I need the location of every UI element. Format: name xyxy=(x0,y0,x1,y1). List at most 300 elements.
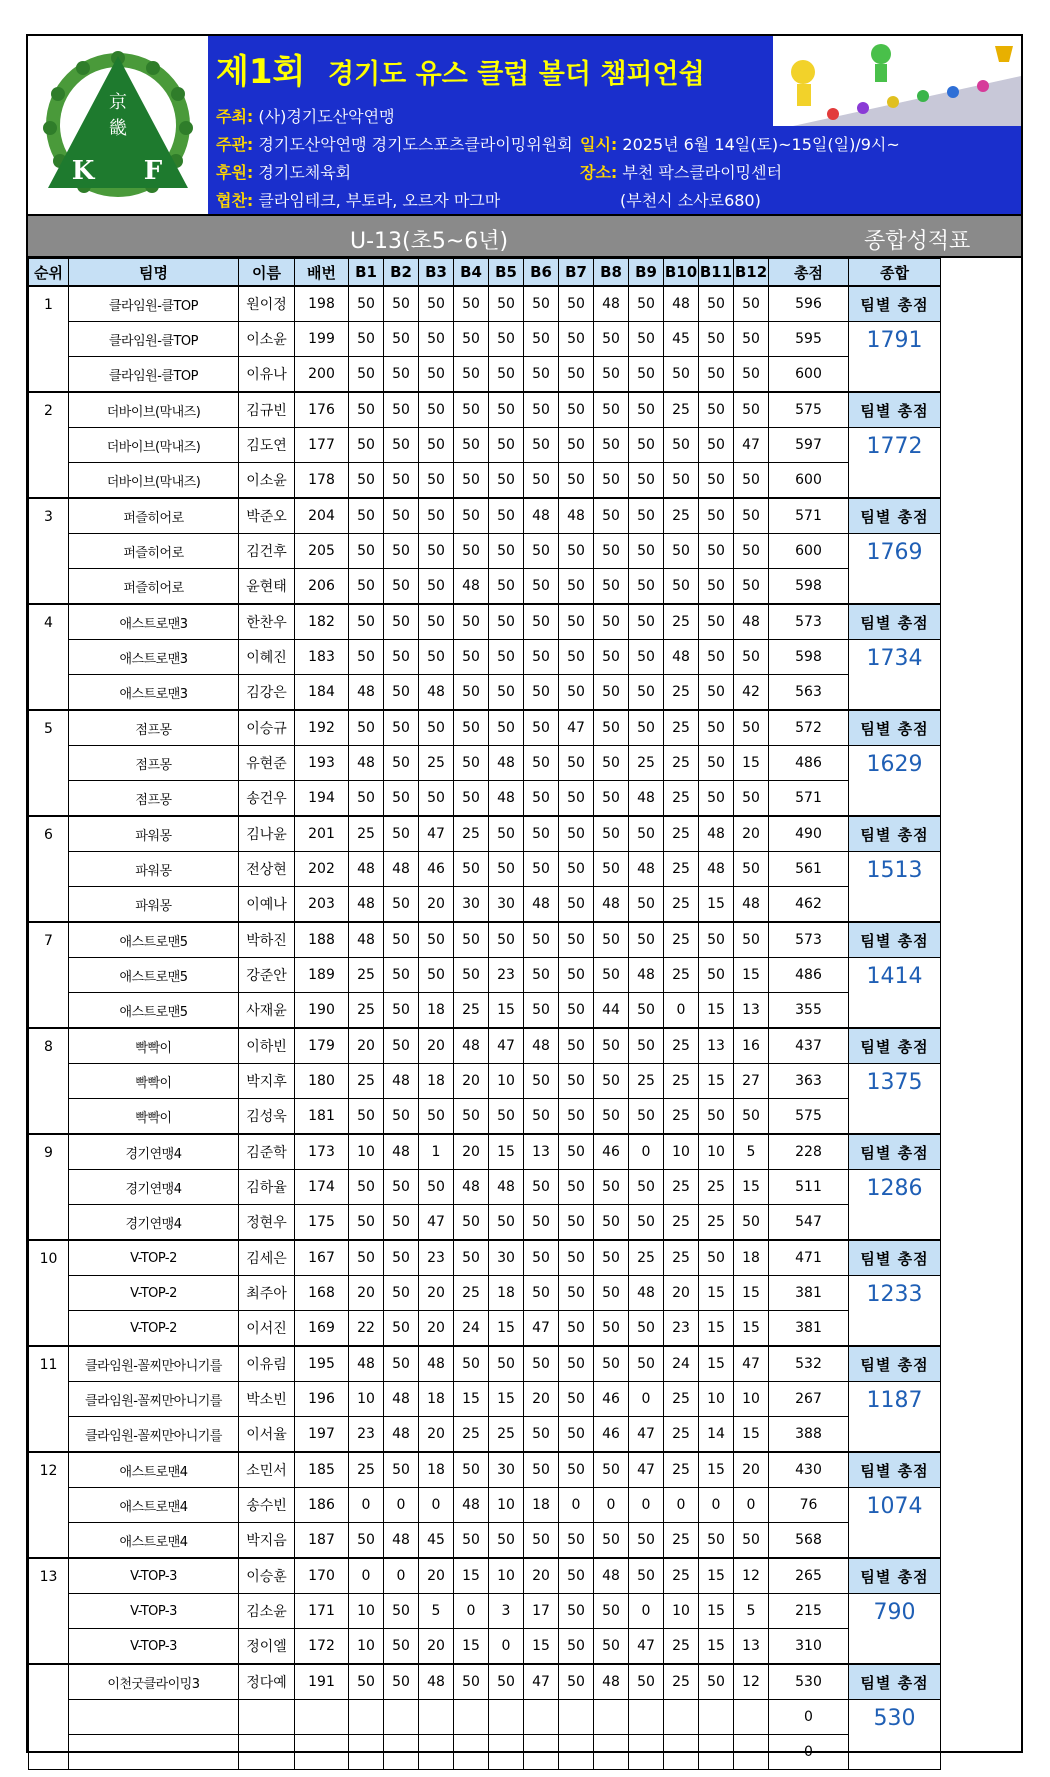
team-cell: 점프몽 xyxy=(69,710,239,746)
team-total-label: 팀별 총점 xyxy=(849,392,941,428)
score-cell: 50 xyxy=(489,357,524,393)
score-cell: 48 xyxy=(349,887,384,923)
team-cell: 클라임원-꼴찌만아니기를 xyxy=(69,1382,239,1417)
score-cell: 50 xyxy=(489,1205,524,1241)
team-total-label: 팀별 총점 xyxy=(849,1240,941,1276)
table-row xyxy=(29,1417,941,1453)
team-cell: 더바이브(막내즈) xyxy=(69,392,239,428)
score-cell: 50 xyxy=(699,604,734,640)
total-cell: 573 xyxy=(769,604,849,640)
table-row xyxy=(29,534,941,569)
table-row xyxy=(29,1594,941,1629)
score-cell: 20 xyxy=(419,887,454,923)
team-total-label: 팀별 총점 xyxy=(849,816,941,852)
bib-cell: 175 xyxy=(295,1205,349,1241)
rank-cell: 5 xyxy=(29,710,69,816)
score-cell: 47 xyxy=(734,428,769,463)
total-cell: 267 xyxy=(769,1382,849,1417)
score-cell: 50 xyxy=(699,922,734,958)
bib-cell: 195 xyxy=(295,1346,349,1382)
score-cell: 47 xyxy=(489,1028,524,1064)
score-cell: 50 xyxy=(419,322,454,357)
rank-cell: 12 xyxy=(29,1452,69,1558)
score-cell: 50 xyxy=(454,852,489,887)
total-cell: 437 xyxy=(769,1028,849,1064)
bib-cell: 184 xyxy=(295,675,349,711)
total-cell: 597 xyxy=(769,428,849,463)
results-sheet xyxy=(26,34,1023,1760)
team-total-value: 1769 xyxy=(849,534,941,605)
score-cell: 15 xyxy=(699,887,734,923)
score-cell: 15 xyxy=(699,1452,734,1488)
table-row xyxy=(29,322,941,357)
name-cell: 박지음 xyxy=(239,1523,295,1559)
score-cell: 48 xyxy=(454,1028,489,1064)
score-cell: 50 xyxy=(419,1170,454,1205)
organizer-label: 주관: xyxy=(216,135,254,154)
score-cell: 48 xyxy=(489,781,524,817)
score-cell: 50 xyxy=(629,322,664,357)
score-cell: 50 xyxy=(699,675,734,711)
laurel-logo-icon xyxy=(28,36,208,214)
score-cell: 25 xyxy=(664,1417,699,1453)
score-cell: 25 xyxy=(454,1417,489,1453)
score-cell: 47 xyxy=(629,1417,664,1453)
score-cell: 50 xyxy=(454,1452,489,1488)
column-header: 종합 xyxy=(849,259,941,287)
score-cell: 48 xyxy=(734,604,769,640)
score-cell: 50 xyxy=(629,710,664,746)
bib-cell: 172 xyxy=(295,1629,349,1665)
score-cell: 50 xyxy=(349,1099,384,1135)
score-cell: 23 xyxy=(489,958,524,993)
team-cell: 클라임원-클TOP xyxy=(69,322,239,357)
score-cell: 50 xyxy=(454,357,489,393)
table-row xyxy=(29,852,941,887)
support-line xyxy=(216,188,500,211)
score-cell: 50 xyxy=(629,1170,664,1205)
score-cell: 50 xyxy=(734,534,769,569)
name-cell: 김나윤 xyxy=(239,816,295,852)
score-cell: 50 xyxy=(419,569,454,605)
score-cell: 50 xyxy=(559,1311,594,1347)
bib-cell: 173 xyxy=(295,1134,349,1170)
column-header: B1 xyxy=(349,259,384,287)
score-cell: 50 xyxy=(489,498,524,534)
score-cell: 50 xyxy=(349,357,384,393)
score-cell: 47 xyxy=(629,1452,664,1488)
bib-cell: 170 xyxy=(295,1558,349,1594)
score-cell: 25 xyxy=(664,1170,699,1205)
score-cell: 50 xyxy=(559,1523,594,1559)
score-cell: 50 xyxy=(594,1346,629,1382)
table-row xyxy=(29,604,941,640)
score-cell: 50 xyxy=(349,640,384,675)
score-cell: 50 xyxy=(419,498,454,534)
total-cell: 532 xyxy=(769,1346,849,1382)
name-cell: 이하빈 xyxy=(239,1028,295,1064)
score-cell: 47 xyxy=(524,1664,559,1700)
score-cell: 48 xyxy=(454,569,489,605)
name-cell: 김하율 xyxy=(239,1170,295,1205)
score-cell: 50 xyxy=(629,1558,664,1594)
score-cell: 50 xyxy=(349,392,384,428)
score-cell: 50 xyxy=(489,1664,524,1700)
score-cell: 50 xyxy=(524,1523,559,1559)
score-cell: 0 xyxy=(629,1382,664,1417)
total-cell: 381 xyxy=(769,1276,849,1311)
score-cell: 50 xyxy=(559,1558,594,1594)
score-cell: 50 xyxy=(699,1523,734,1559)
bib-cell xyxy=(295,1735,349,1770)
team-cell: 퍼즐히어로 xyxy=(69,569,239,605)
score-cell: 50 xyxy=(559,640,594,675)
score-cell: 30 xyxy=(454,887,489,923)
score-cell xyxy=(489,1735,524,1770)
score-cell: 50 xyxy=(699,1099,734,1135)
score-cell: 50 xyxy=(349,322,384,357)
score-cell: 45 xyxy=(664,322,699,357)
score-cell: 5 xyxy=(734,1134,769,1170)
score-cell: 50 xyxy=(524,746,559,781)
score-cell: 48 xyxy=(594,887,629,923)
score-cell: 48 xyxy=(349,1346,384,1382)
team-total-value: 1734 xyxy=(849,640,941,711)
name-cell: 이유나 xyxy=(239,357,295,393)
score-cell: 50 xyxy=(559,1629,594,1665)
score-cell: 10 xyxy=(489,1064,524,1099)
score-cell: 25 xyxy=(664,1664,699,1700)
score-cell: 48 xyxy=(734,887,769,923)
score-cell: 50 xyxy=(489,816,524,852)
table-row xyxy=(29,1523,941,1559)
score-cell: 50 xyxy=(559,1346,594,1382)
bib-cell: 205 xyxy=(295,534,349,569)
host-value: (사)경기도산악연맹 xyxy=(258,107,395,126)
total-cell: 0 xyxy=(769,1700,849,1735)
score-cell: 50 xyxy=(384,1664,419,1700)
score-cell: 50 xyxy=(349,1205,384,1241)
score-cell: 16 xyxy=(734,1028,769,1064)
score-cell: 50 xyxy=(489,463,524,499)
score-cell: 25 xyxy=(664,852,699,887)
score-cell: 50 xyxy=(699,463,734,499)
bib-cell: 178 xyxy=(295,463,349,499)
bib-cell: 201 xyxy=(295,816,349,852)
team-cell: 경기연맹4 xyxy=(69,1205,239,1241)
score-cell: 50 xyxy=(559,816,594,852)
score-cell: 50 xyxy=(489,569,524,605)
score-cell: 45 xyxy=(419,1523,454,1559)
name-cell: 김강은 xyxy=(239,675,295,711)
score-cell: 48 xyxy=(384,1064,419,1099)
score-cell: 50 xyxy=(384,993,419,1029)
bib-cell: 185 xyxy=(295,1452,349,1488)
bib-cell: 197 xyxy=(295,1417,349,1453)
team-cell: 애스트로맨3 xyxy=(69,640,239,675)
score-cell: 50 xyxy=(419,922,454,958)
name-cell: 강준안 xyxy=(239,958,295,993)
team-total-value: 1375 xyxy=(849,1064,941,1135)
score-cell: 50 xyxy=(559,887,594,923)
score-cell: 25 xyxy=(349,958,384,993)
score-cell: 15 xyxy=(734,958,769,993)
bib-cell: 179 xyxy=(295,1028,349,1064)
table-row xyxy=(29,781,941,817)
score-cell: 50 xyxy=(454,640,489,675)
team-total-value: 1074 xyxy=(849,1488,941,1559)
score-cell: 50 xyxy=(384,463,419,499)
score-cell: 50 xyxy=(629,1311,664,1347)
score-cell: 10 xyxy=(664,1594,699,1629)
team-total-value: 1414 xyxy=(849,958,941,1029)
score-cell: 50 xyxy=(594,604,629,640)
table-row xyxy=(29,463,941,499)
score-cell: 50 xyxy=(349,463,384,499)
score-cell xyxy=(699,1735,734,1770)
team-total-label: 팀별 총점 xyxy=(849,604,941,640)
score-cell: 50 xyxy=(699,781,734,817)
table-row xyxy=(29,1311,941,1347)
total-cell: 388 xyxy=(769,1417,849,1453)
score-cell: 50 xyxy=(384,1276,419,1311)
score-cell: 50 xyxy=(489,1523,524,1559)
event-title: 경기도 유스 클럽 볼더 챔피언쉽 xyxy=(328,59,705,90)
score-cell xyxy=(454,1700,489,1735)
score-cell: 20 xyxy=(524,1558,559,1594)
score-cell: 50 xyxy=(629,392,664,428)
total-cell: 595 xyxy=(769,322,849,357)
score-cell: 50 xyxy=(349,569,384,605)
score-cell: 50 xyxy=(384,675,419,711)
rank-cell: 3 xyxy=(29,498,69,604)
bib-cell: 167 xyxy=(295,1240,349,1276)
score-cell: 48 xyxy=(454,1488,489,1523)
score-cell: 10 xyxy=(349,1382,384,1417)
division-band xyxy=(28,214,1021,258)
score-cell: 50 xyxy=(559,1099,594,1135)
total-cell: 363 xyxy=(769,1064,849,1099)
table-row xyxy=(29,428,941,463)
score-cell: 0 xyxy=(489,1629,524,1665)
score-cell: 50 xyxy=(559,1170,594,1205)
column-header: 이름 xyxy=(239,259,295,287)
score-cell: 15 xyxy=(454,1382,489,1417)
team-total-value: 1513 xyxy=(849,852,941,923)
score-cell: 50 xyxy=(594,640,629,675)
score-cell: 50 xyxy=(524,463,559,499)
score-cell: 25 xyxy=(664,710,699,746)
score-cell: 0 xyxy=(699,1488,734,1523)
name-cell: 사재윤 xyxy=(239,993,295,1029)
score-cell: 50 xyxy=(559,569,594,605)
bib-cell: 204 xyxy=(295,498,349,534)
total-cell: 76 xyxy=(769,1488,849,1523)
score-cell: 20 xyxy=(454,1064,489,1099)
score-cell xyxy=(559,1735,594,1770)
score-cell: 50 xyxy=(524,569,559,605)
table-row xyxy=(29,498,941,534)
score-cell: 50 xyxy=(664,357,699,393)
score-cell: 50 xyxy=(454,392,489,428)
table-row xyxy=(29,993,941,1029)
team-cell: V-TOP-3 xyxy=(69,1558,239,1594)
team-cell xyxy=(69,1735,239,1770)
rank-cell: 4 xyxy=(29,604,69,710)
score-cell: 23 xyxy=(419,1240,454,1276)
score-cell: 50 xyxy=(699,498,734,534)
score-cell: 15 xyxy=(489,1134,524,1170)
total-cell: 228 xyxy=(769,1134,849,1170)
rank-cell: 9 xyxy=(29,1134,69,1240)
score-cell: 50 xyxy=(454,1099,489,1135)
bib-cell: 189 xyxy=(295,958,349,993)
score-cell: 50 xyxy=(524,392,559,428)
team-cell: V-TOP-2 xyxy=(69,1240,239,1276)
score-cell: 50 xyxy=(629,993,664,1029)
score-cell: 50 xyxy=(594,357,629,393)
score-cell: 50 xyxy=(594,498,629,534)
column-header: B5 xyxy=(489,259,524,287)
score-cell: 50 xyxy=(559,534,594,569)
score-cell: 50 xyxy=(384,1594,419,1629)
total-cell: 598 xyxy=(769,640,849,675)
rank-cell: 13 xyxy=(29,1558,69,1664)
team-total-label: 팀별 총점 xyxy=(849,1664,941,1700)
score-cell: 50 xyxy=(524,675,559,711)
score-cell: 25 xyxy=(629,1240,664,1276)
name-cell: 정이엘 xyxy=(239,1629,295,1665)
score-cell: 50 xyxy=(734,1205,769,1241)
score-cell: 50 xyxy=(524,816,559,852)
score-cell: 48 xyxy=(454,1170,489,1205)
name-cell: 김성욱 xyxy=(239,1099,295,1135)
table-row xyxy=(29,1240,941,1276)
score-cell: 12 xyxy=(734,1558,769,1594)
column-header: B3 xyxy=(419,259,454,287)
bib-cell: 182 xyxy=(295,604,349,640)
score-cell: 15 xyxy=(524,1629,559,1665)
total-cell: 598 xyxy=(769,569,849,605)
team-cell: V-TOP-3 xyxy=(69,1629,239,1665)
score-cell: 13 xyxy=(524,1134,559,1170)
team-total-value: 1772 xyxy=(849,428,941,499)
score-cell xyxy=(349,1735,384,1770)
score-cell: 15 xyxy=(699,1629,734,1665)
score-cell: 50 xyxy=(454,322,489,357)
bib-cell: 183 xyxy=(295,640,349,675)
score-cell: 48 xyxy=(384,1134,419,1170)
svg-text:K: K xyxy=(71,156,95,186)
total-cell: 381 xyxy=(769,1311,849,1347)
score-cell: 48 xyxy=(699,816,734,852)
score-cell: 50 xyxy=(559,428,594,463)
score-cell: 15 xyxy=(454,1558,489,1594)
score-cell: 15 xyxy=(699,1064,734,1099)
score-cell: 50 xyxy=(734,498,769,534)
score-cell: 50 xyxy=(454,1346,489,1382)
team-cell: 경기연맹4 xyxy=(69,1170,239,1205)
date-value: 2025년 6월 14일(토)~15일(일)/9시~ xyxy=(622,135,900,154)
score-cell: 50 xyxy=(524,852,559,887)
score-cell: 50 xyxy=(734,463,769,499)
score-cell: 50 xyxy=(454,428,489,463)
bib-cell: 191 xyxy=(295,1664,349,1700)
column-header: B11 xyxy=(699,259,734,287)
score-cell: 46 xyxy=(594,1382,629,1417)
score-cell: 50 xyxy=(384,498,419,534)
score-cell: 48 xyxy=(629,781,664,817)
bib-cell: 196 xyxy=(295,1382,349,1417)
score-cell: 25 xyxy=(664,958,699,993)
score-cell: 50 xyxy=(734,922,769,958)
bib-cell: 188 xyxy=(295,922,349,958)
name-cell: 이소윤 xyxy=(239,322,295,357)
score-cell: 25 xyxy=(664,816,699,852)
team-total-value: 530 xyxy=(849,1700,941,1770)
organizer-value: 경기도산악연맹 경기도스포츠클라이밍위원회 xyxy=(258,135,573,154)
score-cell: 3 xyxy=(489,1594,524,1629)
score-cell: 50 xyxy=(384,781,419,817)
table-row xyxy=(29,1629,941,1665)
name-cell: 윤현태 xyxy=(239,569,295,605)
score-cell: 50 xyxy=(384,357,419,393)
score-cell xyxy=(629,1735,664,1770)
score-cell: 25 xyxy=(454,993,489,1029)
host-label: 주최: xyxy=(216,107,254,126)
name-cell: 송수빈 xyxy=(239,1488,295,1523)
score-cell: 50 xyxy=(629,816,664,852)
score-cell: 50 xyxy=(384,816,419,852)
score-cell: 50 xyxy=(594,675,629,711)
score-cell: 50 xyxy=(699,428,734,463)
svg-text:京: 京 xyxy=(109,92,127,113)
score-cell: 50 xyxy=(419,781,454,817)
name-cell: 이승훈 xyxy=(239,1558,295,1594)
score-cell: 46 xyxy=(594,1134,629,1170)
score-cell: 50 xyxy=(594,569,629,605)
score-cell: 15 xyxy=(699,1558,734,1594)
score-cell: 25 xyxy=(664,781,699,817)
score-cell: 25 xyxy=(664,1099,699,1135)
score-cell: 18 xyxy=(734,1240,769,1276)
score-cell: 50 xyxy=(594,1240,629,1276)
rank-cell: 7 xyxy=(29,922,69,1028)
score-cell: 50 xyxy=(559,463,594,499)
score-cell: 50 xyxy=(734,392,769,428)
score-cell: 25 xyxy=(664,1064,699,1099)
score-cell: 30 xyxy=(489,1240,524,1276)
score-cell: 50 xyxy=(384,746,419,781)
address-value: (부천시 소사로680) xyxy=(620,191,761,210)
score-cell: 10 xyxy=(699,1382,734,1417)
team-cell: V-TOP-2 xyxy=(69,1311,239,1347)
table-row xyxy=(29,1346,941,1382)
score-cell: 18 xyxy=(419,1064,454,1099)
score-cell: 15 xyxy=(489,1382,524,1417)
score-cell: 50 xyxy=(559,781,594,817)
table-row xyxy=(29,1099,941,1135)
table-row xyxy=(29,675,941,711)
name-cell: 이서진 xyxy=(239,1311,295,1347)
team-cell: 클라임원-꼴찌만아니기를 xyxy=(69,1346,239,1382)
team-cell: 더바이브(막내즈) xyxy=(69,463,239,499)
score-cell: 48 xyxy=(594,286,629,322)
score-cell: 25 xyxy=(664,887,699,923)
score-cell xyxy=(524,1735,559,1770)
team-cell: 파워몽 xyxy=(69,852,239,887)
table-row xyxy=(29,1700,941,1735)
